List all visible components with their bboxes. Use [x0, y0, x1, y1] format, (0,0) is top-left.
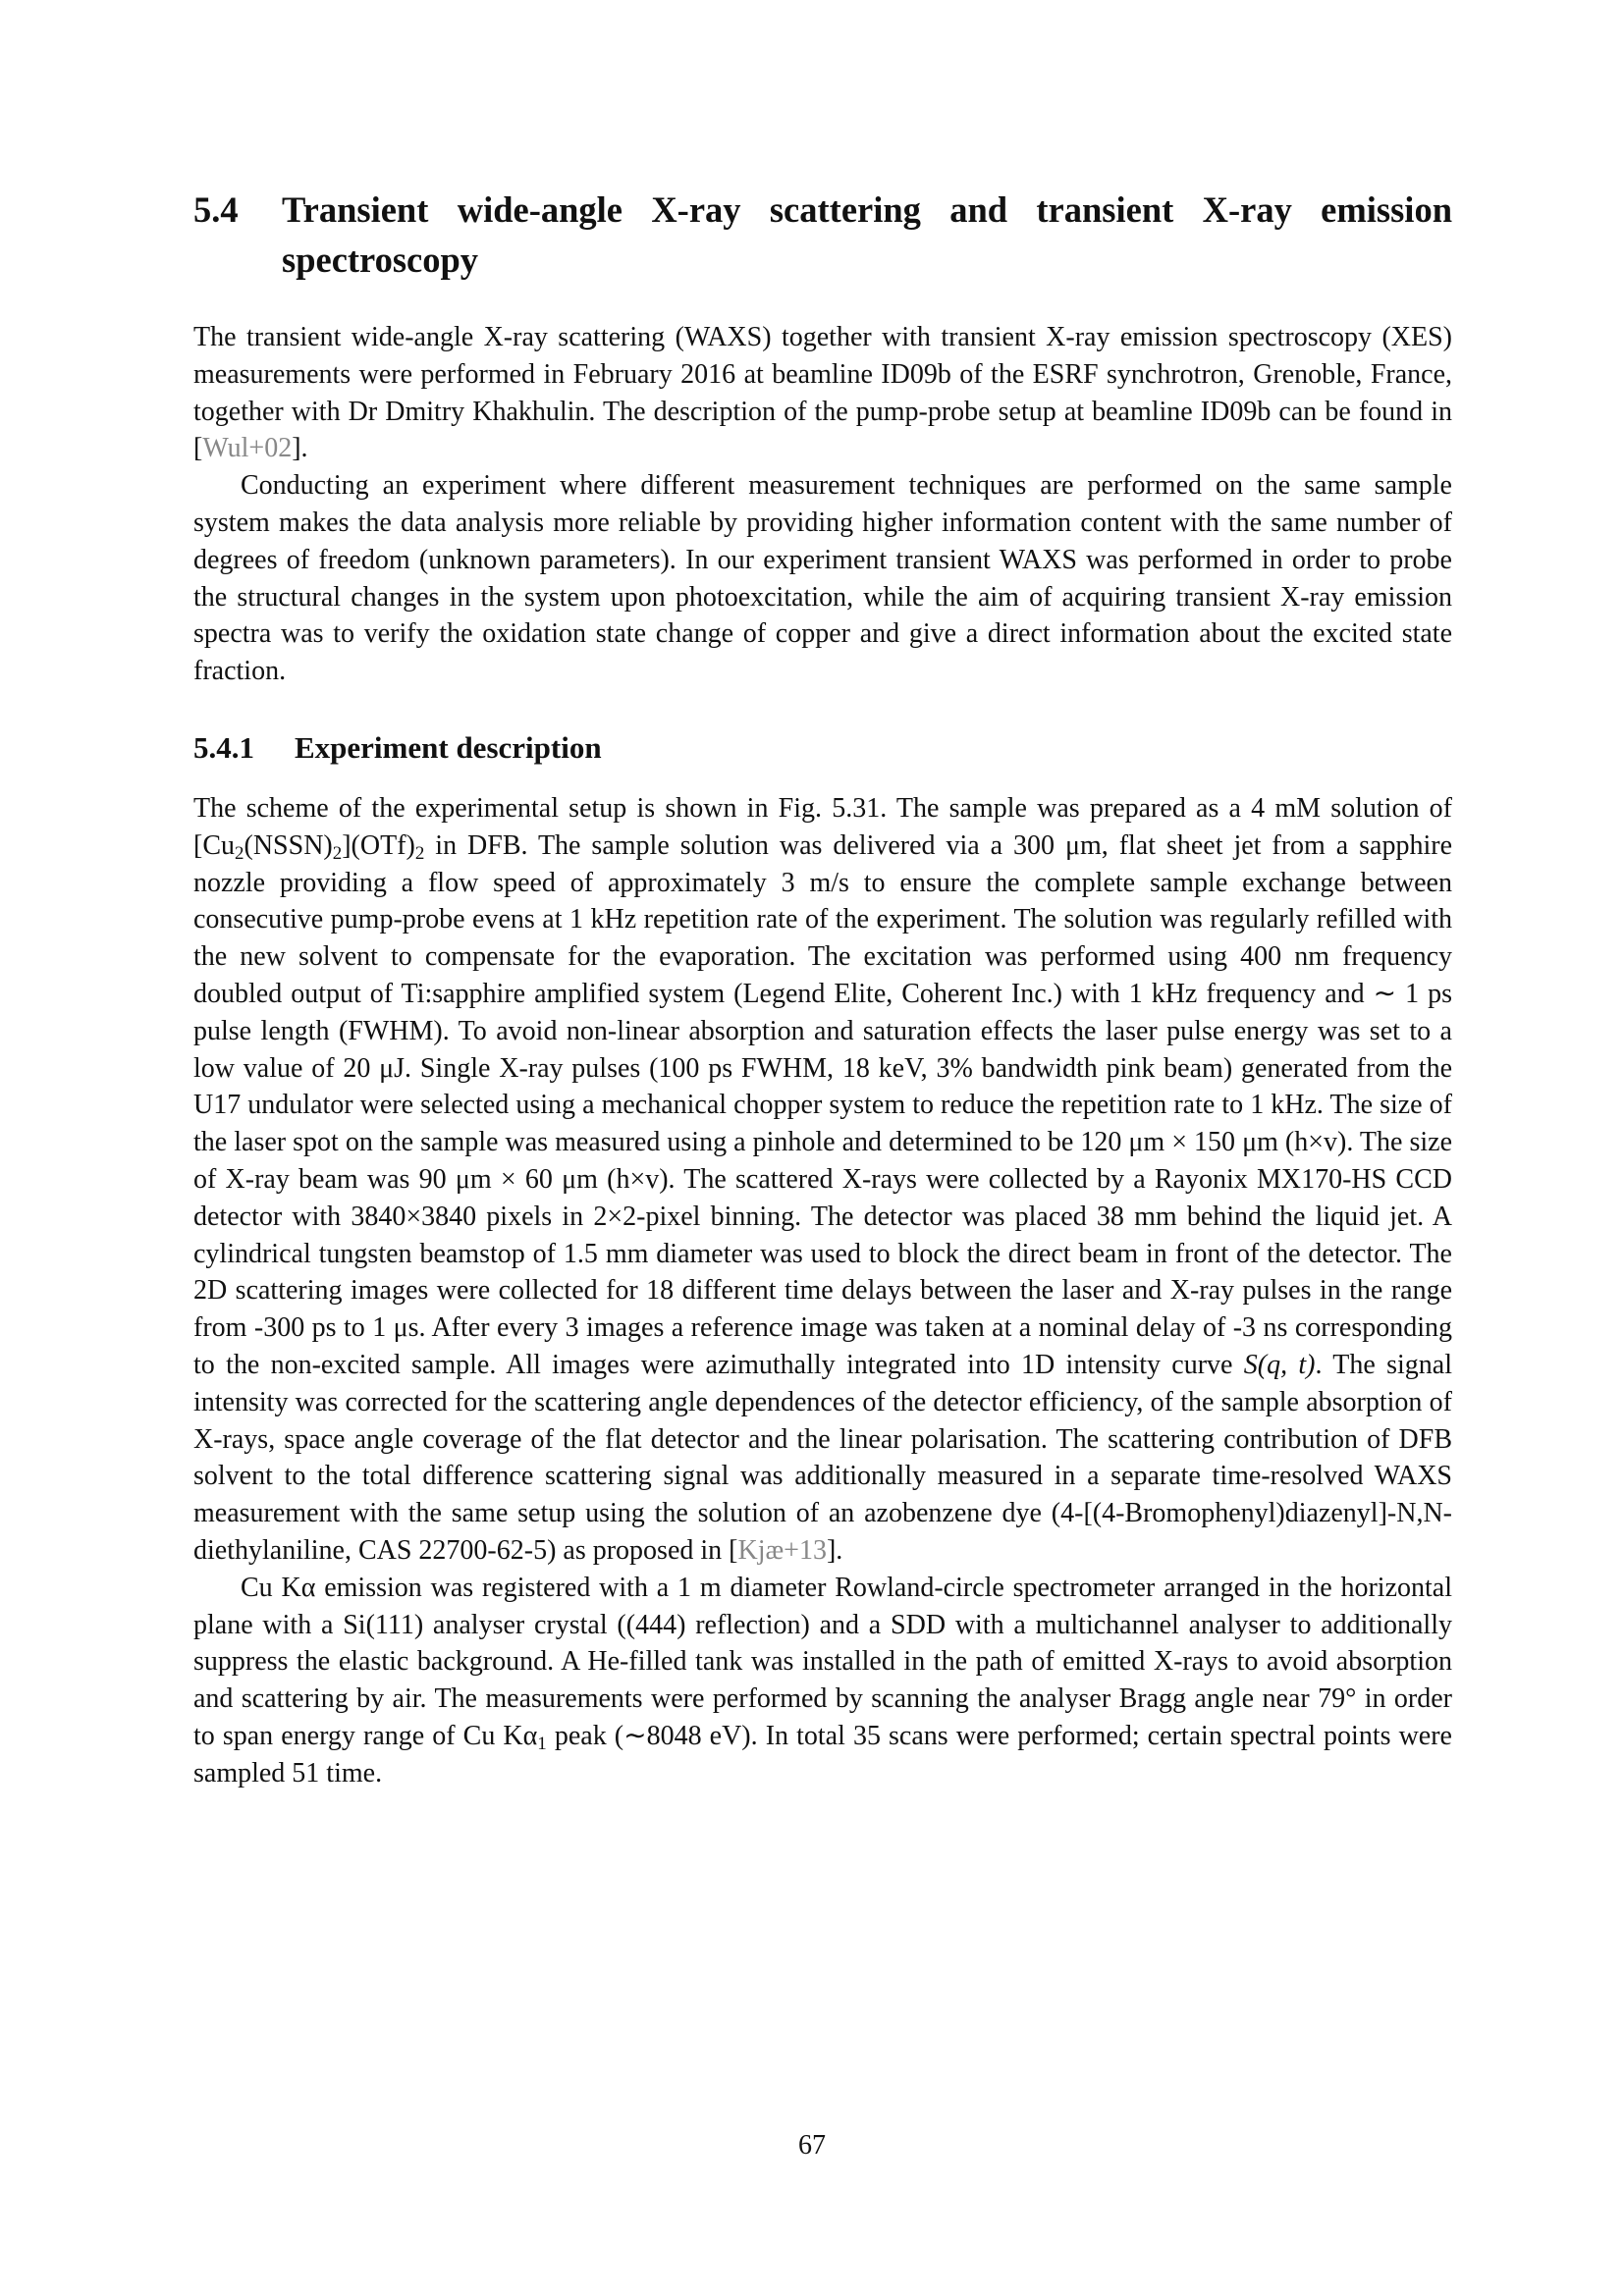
section-heading — [193, 185, 1452, 285]
intro-paragraph-1: The transient wide-angle X-ray scattering (WAXS) together with transient X-ray emission spectroscopy (XES) measurements were performed in February 2016 at beamline ID09b of the ESRF synchrotron, Grenoble, France, together with Dr Dmitry Khakhulin. The description of the pump-probe setup at beamline ID09b can be found in [Wul+02]. — [193, 322, 1452, 464]
experiment-paragraph-2: Cu Kα emission was registered with a 1 m diameter Rowland-circle spectrometer arranged in the horizontal plane with a Si(111) analyser crystal ((444) reflection) and a SDD with a multichannel analyser to additionally suppress the elastic background. A He-filled tank was installed in the path of emitted X-rays to avoid absorption and scattering by air. The measurements were performed by scanning the analyser Bragg angle near 79° in order to span energy range of Cu $K\alpha_1$ peak (∼8048 eV). In total 35 scans were performed; certain spectral points were sampled 51 time. — [193, 1572, 1452, 1789]
intro-paragraph-2: Conducting an experiment where different measurement techniques are performed on the same sample system makes the data analysis more reliable by providing higher information content with the same number of degrees of freedom (unknown parameters). In our experiment transient WAXS was performed in order to probe the structural changes in the system upon photoexcitation, while the aim of acquiring transient X-ray emission spectra was to verify the oxidation state change of copper and give a direct information about the excited state fraction. — [193, 470, 1452, 687]
experiment-paragraph-1: The scheme of the experimental setup is shown in Fig. 5.31. The sample was prepared as a 4 mM solution of $[Cu_2(NSSN)_2](OTf)_2$ in DFB. The sample solution was delivered via a 300 μm, flat sheet jet from a sapphire nozzle providing a flow speed of approximately 3 m/s to ensure the complete sample exchange between consecutive pump-probe evens at 1 kHz repetition rate of the experiment. The solution was regularly refilled with the new solvent to compensate for the evaporation. The excitation was performed using 400 nm frequency doubled output of Ti:sapphire amplified system (Legend Elite, Coherent Inc.) with 1 kHz frequency and ∼ 1 ps pulse length (FWHM). To avoid non-linear absorption and saturation effects the laser pulse energy was set to a low value of 20 μJ. Single X-ray pulses (100 ps FWHM, 18 keV, 3% bandwidth pink beam) generated from the U17 undulator were selected using a mechanical chopper system to reduce the repetition rate to 1 kHz. The size of the laser spot on the sample was measured using a pinhole and determined to be 120 μm × 150 μm (h×v). The size of X-ray beam was 90 μm × 60 μm (h×v). The scattered X-rays were collected by a Rayonix MX170-HS CCD detector with 3840×3840 pixels in 2×2-pixel binning. The detector was placed 38 mm behind the liquid jet. A cylindrical tungsten beamstop of 1.5 mm diameter was used to block the direct beam in front of the detector. The 2D scattering images were collected for 18 different time delays between the laser and X-ray pulses in the range from -300 ps to 1 μs. After every 3 images a reference image was taken at a nominal delay of -3 ns corresponding to the non-excited sample. All images were azimuthally integrated into 1D intensity curve S(q, t). The signal intensity was corrected for the scattering angle dependences of the detector efficiency, of the sample absorption of X-rays, space angle coverage of the flat detector and the linear polarisation. The scattering contribution of DFB solvent to the total difference scattering signal was additionally measured in a separate time-resolved WAXS measurement with the same setup using the solution of an azobenzene dye (4-[(4-Bromophenyl)diazenyl]-N,N-diethylaniline, CAS 22700-62-5) as proposed in [Kjæ+13]. — [193, 793, 1452, 1566]
intro-block — [193, 319, 1452, 690]
page-number: 67 — [798, 2130, 826, 2161]
experiment-block — [193, 790, 1452, 1792]
section-title: Transient wide-angle X-ray scattering and transient X-ray emission spectroscopy — [282, 189, 1452, 280]
subsection-title: Experiment description — [295, 730, 602, 765]
section-number: 5.4 — [193, 189, 239, 230]
subsection-number: 5.4.1 — [193, 730, 254, 765]
citation-link-kjae13[interactable]: Kjæ+13 — [737, 1534, 827, 1566]
citation-link-wul02[interactable]: Wul+02 — [202, 433, 293, 464]
math-s-q-t: S(q, t) — [1243, 1349, 1316, 1380]
subsection-heading — [193, 728, 1452, 768]
